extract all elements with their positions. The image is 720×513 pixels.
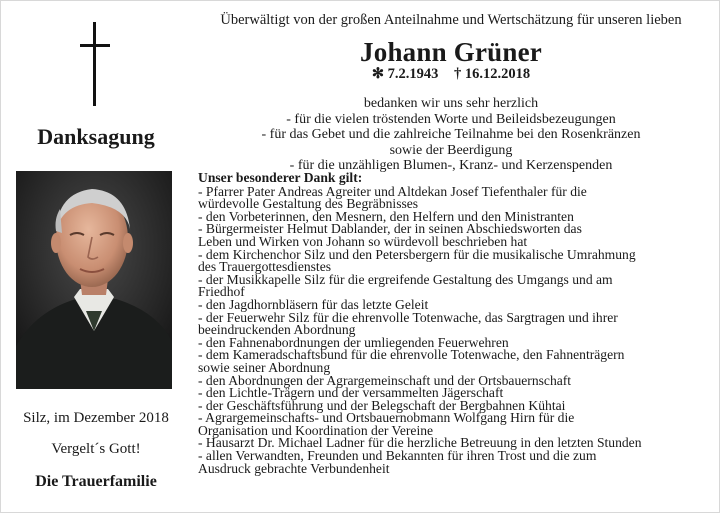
list-item: - dem Kirchenchor Silz und den Petersbergern für die musikalische Umrahmung: [198, 246, 636, 262]
list-item: des Trauergottesdienstes: [198, 259, 332, 275]
list-item: - den Jagdhornbläsern für das letzte Geleit: [198, 296, 429, 312]
list-item: - der Feuerwehr Silz für die ehrenvolle Totenwache, das Sargtragen und ihrer: [198, 309, 618, 325]
list-item: Ausdruck gebrachte Verbundenheit: [198, 460, 390, 476]
list-item: - Pfarrer Pater Andreas Agreiter und Altdekan Josef Tiefenthaler für die: [198, 183, 587, 199]
deceased-name: Johann Grüner: [360, 37, 542, 67]
thanks-line: - für das Gebet und die zahlreiche Teilnahme bei den Rosenkränzen: [261, 127, 641, 143]
list-item: - den Fahnenabordnungen der umliegenden Feuerwehren: [198, 334, 509, 350]
list-item: beeindruckenden Abordnung: [198, 322, 356, 338]
list-item: Organisation und Koordination der Vereine: [198, 422, 434, 438]
list-item: sowie seiner Abordnung: [198, 359, 331, 375]
list-item: - Agrargemeinschafts- und Ortsbauernobmann Wolfgang Hirn für die: [198, 410, 575, 426]
list-item: - den Abordnungen der Agrargemeinschaft und der Ortsbauernschaft: [198, 372, 572, 388]
thanks-line: - für die vielen tröstenden Worte und Beileidsbezeugungen: [286, 111, 616, 127]
cross-icon: [80, 22, 110, 106]
portrait-image: [16, 171, 172, 389]
special-thanks-list: [198, 172, 710, 475]
page-title: Danksagung: [37, 124, 155, 149]
thanks-line: sowie der Beerdigung: [389, 142, 513, 158]
life-dates: [196, 66, 706, 83]
list-item: - Bürgermeister Helmut Dablander, der in seinen Abschiedsworten das: [198, 221, 582, 237]
portrait-photo: [16, 171, 172, 389]
intro-text: Überwältigt von der großen Anteilnahme und Wertschätzung für unseren lieben: [220, 12, 682, 28]
list-item: - Hausarzt Dr. Michael Ladner für die herzliche Betreuung in den letzten Stunden: [198, 435, 642, 451]
list-item: Friedhof: [198, 284, 245, 300]
vergelts-gott: Vergelt´s Gott!: [51, 441, 141, 457]
list-item: - der Geschäftsführung und der Belegschaft der Bergbahnen Kühtai: [198, 397, 566, 413]
list-item: - den Lichtle-Trägern und der versammelten Jägerschaft: [198, 385, 504, 401]
list-item: würdevolle Gestaltung des Begräbnisses: [198, 196, 419, 212]
list-item: - allen Verwandten, Freunden und Bekannten für ihren Trost und die zum: [198, 448, 597, 464]
list-item: - den Vorbeterinnen, den Mesnern, den Helfern und den Ministranten: [198, 208, 574, 224]
thanks-line: - für die unzähligen Blumen-, Kranz- und Kerzenspenden: [289, 158, 613, 174]
list-item: Leben und Wirken von Johann so würdevoll beschrieben hat: [198, 233, 528, 249]
birth-date: ✻ 7.2.1943: [371, 66, 439, 82]
special-thanks-heading: Unser besonderer Dank gilt:: [198, 170, 363, 185]
signature-family: Die Trauerfamilie: [35, 473, 157, 490]
place-and-date: Silz, im Dezember 2018: [23, 410, 169, 426]
thanks-line: bedanken wir uns sehr herzlich: [363, 96, 539, 111]
thanks-block: [196, 96, 706, 174]
death-date: † 16.12.2018: [454, 66, 531, 82]
list-item: - dem Kameradschaftsbund für die ehrenvolle Totenwache, den Fahnenträgern: [198, 347, 625, 363]
list-item: - der Musikkapelle Silz für die ergreifende Gestaltung des Umgangs und am: [198, 271, 613, 287]
